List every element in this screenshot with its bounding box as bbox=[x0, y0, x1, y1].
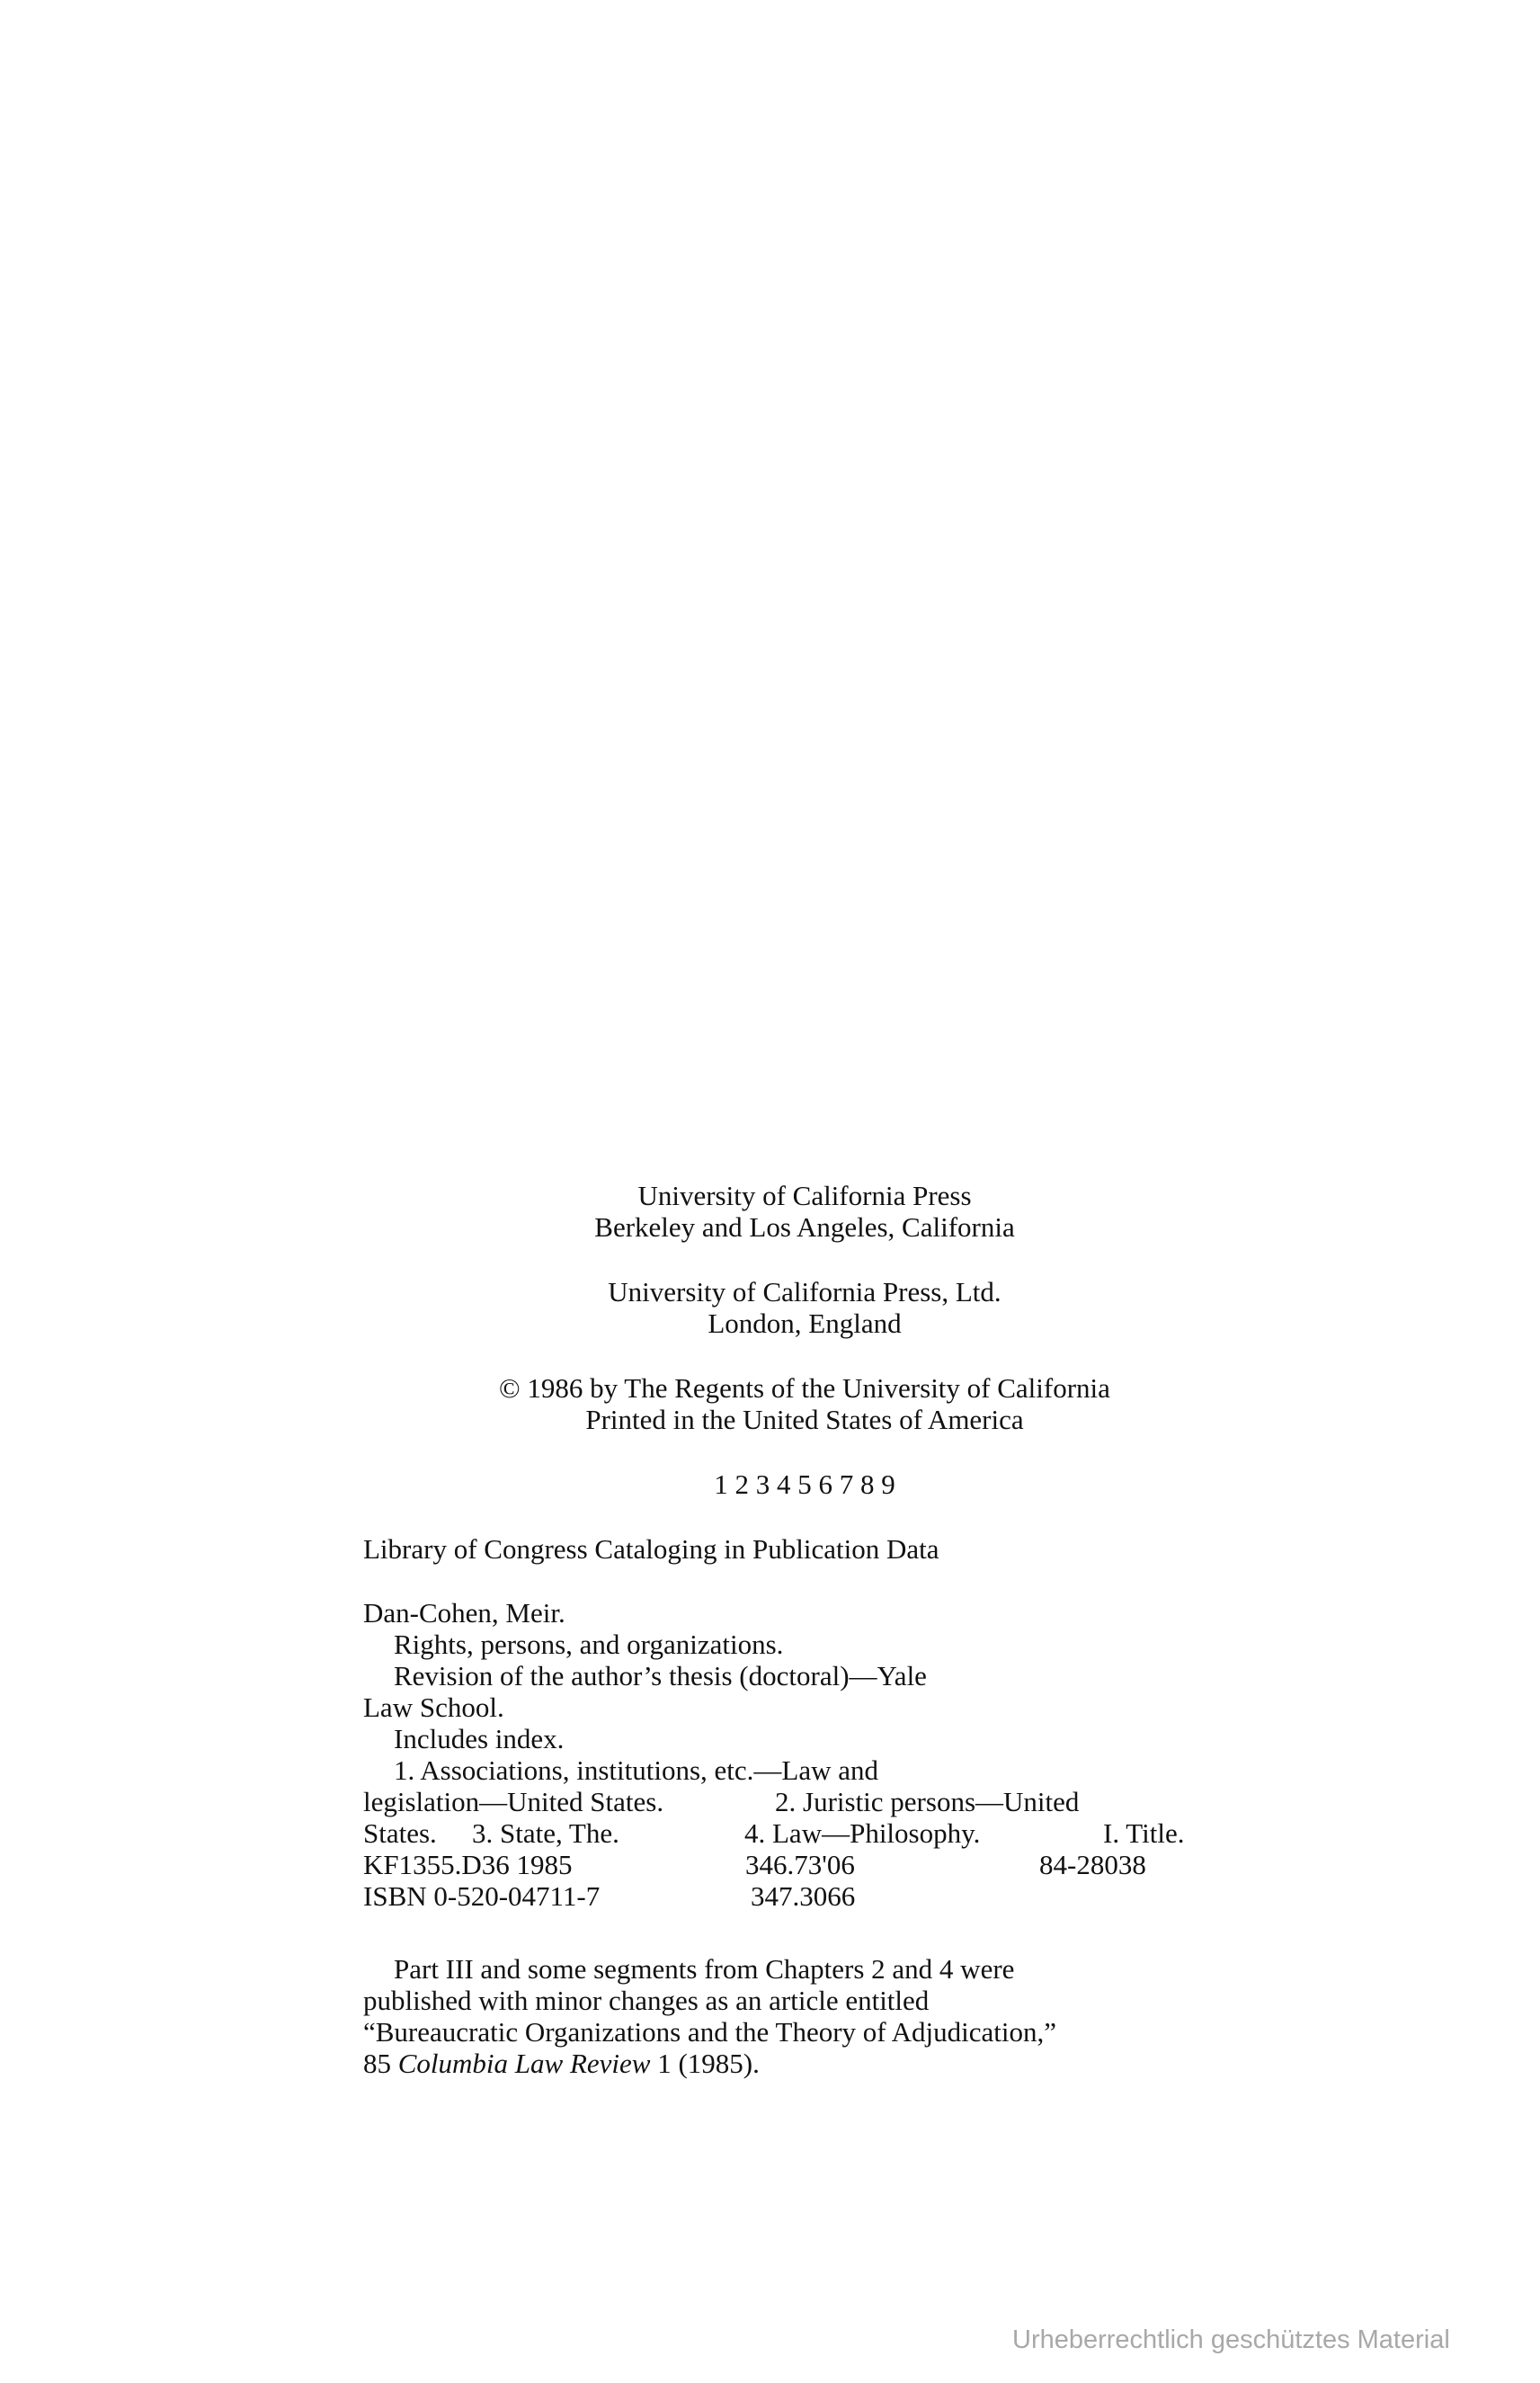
cip-heading: Library of Congress Cataloging in Publication Data bbox=[363, 1533, 939, 1565]
cip-subjects-line2b: 2. Juristic persons—United bbox=[775, 1786, 1080, 1817]
ack-line2: published with minor changes as an article entitled bbox=[363, 1985, 930, 2016]
acknowledgment-block bbox=[363, 1953, 1262, 2079]
cip-dewey1: 346.73'06 bbox=[745, 1849, 855, 1880]
cip-heading-block bbox=[363, 1533, 939, 1565]
printed-in: Printed in the United States of America bbox=[585, 1404, 1024, 1435]
publisher-uk-location: London, England bbox=[708, 1308, 902, 1339]
cip-record bbox=[363, 1597, 1262, 1912]
cip-dewey2: 347.3066 bbox=[751, 1880, 856, 1912]
cip-note-line1: Revision of the author’s thesis (doctoral)—Yale bbox=[394, 1660, 927, 1691]
ack-line1: Part III and some segments from Chapters 2 and 4 were bbox=[394, 1953, 1015, 1985]
cip-lc-number: KF1355.D36 1985 bbox=[363, 1849, 573, 1880]
ack-journal-title: Columbia Law Review bbox=[397, 2048, 651, 2079]
cip-subjects-line3d: I. Title. bbox=[1103, 1817, 1185, 1849]
cip-subjects-line2 bbox=[363, 1786, 1262, 1817]
cip-note-line2: Law School. bbox=[363, 1691, 504, 1723]
cip-isbn: ISBN 0-520-04711-7 bbox=[363, 1880, 601, 1912]
cip-author: Dan-Cohen, Meir. bbox=[363, 1597, 565, 1629]
publisher-uk-name: University of California Press, Ltd. bbox=[608, 1276, 1001, 1308]
copyright-watermark: Urheberrechtlich geschütztes Material bbox=[1012, 2325, 1450, 2354]
cip-subjects-line3a: States. bbox=[363, 1817, 437, 1849]
ack-line4-prefix: 85 bbox=[363, 2048, 398, 2079]
cip-title: Rights, persons, and organizations. bbox=[394, 1629, 784, 1660]
copyright-block bbox=[414, 1372, 1196, 1435]
copyright-notice: © 1986 by The Regents of the University of California bbox=[499, 1372, 1110, 1404]
publisher-us-location: Berkeley and Los Angeles, California bbox=[594, 1211, 1015, 1243]
ack-line4-suffix: 1 (1985). bbox=[650, 2048, 760, 2079]
cip-subjects-line2a: legislation—United States. bbox=[363, 1786, 664, 1817]
cip-subjects-line1: 1. Associations, institutions, etc.—Law and bbox=[394, 1754, 879, 1786]
cip-classification-row bbox=[363, 1849, 1262, 1880]
cip-lccn: 84-28038 bbox=[1039, 1849, 1146, 1880]
cip-subjects-line3c: 4. Law—Philosophy. bbox=[744, 1817, 981, 1849]
publisher-uk-block bbox=[503, 1276, 1106, 1339]
ack-line4 bbox=[363, 2048, 1262, 2079]
cip-index-note: Includes index. bbox=[394, 1723, 565, 1754]
publisher-block bbox=[503, 1180, 1106, 1243]
cip-subjects-line3b: 3. State, The. bbox=[472, 1817, 619, 1849]
cip-isbn-row bbox=[363, 1880, 1262, 1912]
printing-line bbox=[683, 1468, 926, 1500]
printing-numbers: 1 2 3 4 5 6 7 8 9 bbox=[714, 1468, 895, 1500]
cip-subjects-line3 bbox=[363, 1817, 1262, 1849]
ack-line3: “Bureaucratic Organizations and the Theory of Adjudication,” bbox=[363, 2016, 1057, 2048]
publisher-us-name: University of California Press bbox=[637, 1180, 972, 1211]
